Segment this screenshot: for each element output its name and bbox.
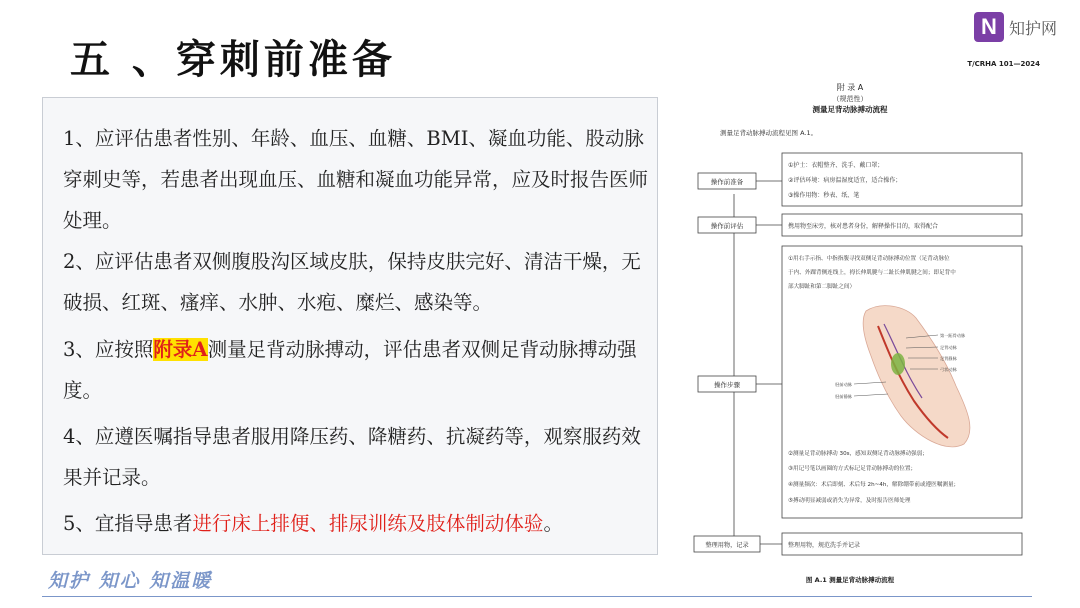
- doc-heading: 测量足背动脉搏动流程: [812, 105, 888, 114]
- paragraph-5-suffix: 。: [543, 512, 563, 535]
- box3-top-line-2: 于内、外踝背侧连线上，拇长伸肌腱与二趾长伸肌腱之间；即足背中: [788, 270, 956, 276]
- box3-bottom-line-1: ②测量足背动脉搏动 30s，感知双侧足背动脉搏动强弱；: [788, 451, 928, 457]
- step-4-label: 整理用物，记录: [705, 542, 749, 549]
- footer-divider: [42, 596, 1032, 597]
- anatomy-label-3: 足背静脉: [940, 356, 957, 361]
- box1-line-3: ③操作用物：秒表、纸、笔: [788, 192, 860, 199]
- content-panel: [42, 97, 658, 555]
- anatomy-label-4: 弓状动脉: [940, 367, 957, 372]
- appendix-document-image: [676, 56, 1056, 590]
- paragraph-5-prefix: 5、宜指导患者: [63, 512, 193, 535]
- box2-text: 携用物至床旁，核对患者身份，解释操作目的，取得配合: [788, 223, 939, 230]
- paragraph-4: 4、应遵医嘱指导患者服用降压药、降糖药、抗凝药等，观察服药效果并记录。: [63, 425, 641, 489]
- anatomy-label-1: 第一跖骨动脉: [940, 333, 966, 338]
- slogan: 知护 知心 知温暖: [48, 570, 213, 592]
- pulse-point-marker: [891, 353, 905, 375]
- doc-intro: 测量足背动脉搏动流程见图 A.1。: [720, 129, 818, 137]
- figure-caption: 图 A.1 测量足背动脉搏动流程: [805, 576, 895, 584]
- anatomy-label-5: 胫前动脉: [835, 382, 852, 387]
- flowchart-svg: [676, 56, 1056, 590]
- logo-n-icon: N: [974, 12, 1004, 42]
- paragraph-5: [63, 503, 655, 544]
- step-2-label: 操作前评估: [710, 222, 744, 230]
- doc-code: T/CRHA 101—2024: [967, 60, 1040, 68]
- paragraph-1: 1、应评估患者性别、年龄、血压、血糖、BMI、凝血功能、股动脉穿刺史等，若患者出现血压、血糖和凝血功能异常，应及时报告医师处理。: [63, 127, 649, 232]
- anatomy-label-2: 足背动脉: [940, 345, 957, 350]
- doc-normative: （规范性）: [832, 95, 868, 103]
- box3-bottom-line-2: ③用记号笔以画圈的方式标记足背动脉搏动的位置；: [788, 466, 917, 472]
- step-1-label: 操作前准备: [710, 178, 744, 186]
- box3-bottom-line-4: ⑤搏动明显减弱或消失为异常，及时报告医师处理: [788, 498, 911, 504]
- anatomy-label-6: 胫前静脉: [835, 394, 852, 399]
- paragraph-2: 2、应评估患者双侧腹股沟区域皮肤，保持皮肤完好、清洁干燥，无破损、红斑、瘙痒、水肿、水疱、糜烂、感染等。: [63, 250, 641, 314]
- box4-text: 整理用物，规范洗手并记录: [788, 542, 861, 549]
- box1-line-2: ②评估环境：病房温湿度适宜，适合操作；: [788, 177, 902, 184]
- brand-logo: [974, 12, 1057, 42]
- doc-appendix: 附 录 A: [836, 83, 864, 92]
- box3-bottom-line-3: ④测量频次：术后即刻、术后每 2h~4h，解除绷带前或遵医嘱测量；: [788, 482, 960, 488]
- page-title: 五 、穿刺前准备: [70, 37, 396, 83]
- box3-top-line-3: 部大脚趾和第二脚趾之间）: [788, 284, 856, 290]
- appendix-a-highlight: 附录A: [153, 338, 208, 361]
- box3-top-line-1: ①用右手示指、中指指腹寻找双侧足背动脉搏动位置（足背动脉位: [788, 256, 950, 262]
- step-3-label: 操作步骤: [714, 381, 740, 389]
- paragraph-3-prefix: 3、应按照: [63, 338, 154, 361]
- logo-text: 知护网: [1009, 18, 1058, 38]
- training-highlight: 进行床上排便、排尿训练及肢体制动体验: [192, 512, 544, 535]
- paragraph-3-suffix: 测量足背动脉搏动，评估患者双侧足背动脉搏动强度。: [63, 338, 637, 402]
- box1-line-1: ①护士：衣帽整齐、洗手、戴口罩；: [788, 162, 884, 169]
- paragraph-3: [63, 329, 655, 411]
